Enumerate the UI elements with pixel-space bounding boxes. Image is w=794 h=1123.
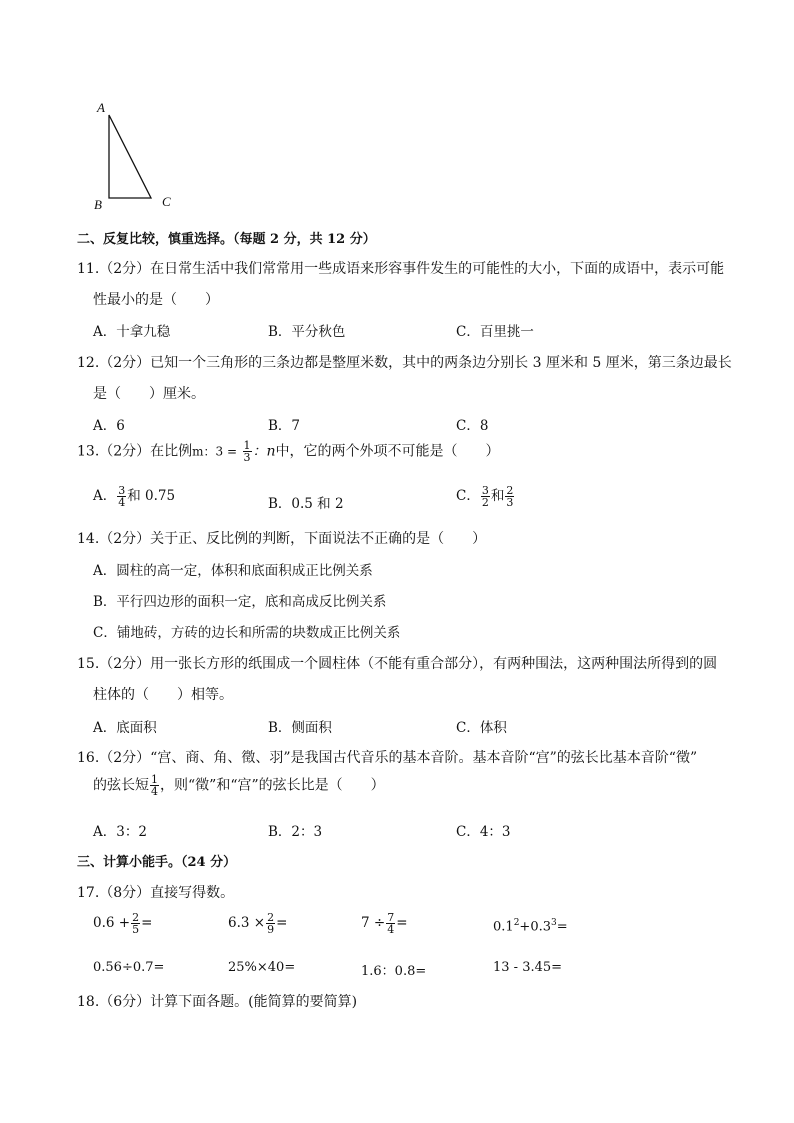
q17-c4-plus: +0.3 (519, 919, 551, 935)
q13-ratio-right: ：n (252, 443, 276, 460)
q13-opt-c-num2: 2 (506, 484, 514, 497)
q11-option-b: B．平分秋色 (268, 324, 346, 340)
q14-option-a: A．圆柱的高一定，体积和底面积成正比例关系 (93, 563, 373, 579)
q17-c2-den: 9 (267, 923, 275, 936)
q11-line1: 11.（2分）在日常生活中我们常常用一些成语来形容事件发生的可能性的大小，下面的成语中，表示可能 (77, 261, 725, 277)
q11-option-c: C．百里挑一 (456, 324, 534, 340)
q16-fraction (150, 774, 159, 797)
q14-option-c: C．铺地砖，方砖的边长和所需的块数成正比例关系 (93, 625, 401, 641)
q16-option-c: C．4：3 (456, 824, 511, 840)
q13-opt-a-rest: 和 0.75 (127, 488, 176, 504)
q17-c2-num: 2 (267, 911, 275, 924)
q11-option-a: A．十拿九稳 (93, 324, 171, 340)
q13-fraction (243, 440, 252, 463)
q13-option-c (456, 484, 515, 508)
q16-frac-num: 1 (151, 773, 158, 786)
q15-line1: 15.（2分）用一张长方形的纸围成一个圆柱体（不能有重合部分），有两种围法，这两种围法所得到的圆 (77, 656, 718, 672)
q17-c2-fraction (266, 912, 275, 935)
q13-frac-den: 3 (243, 451, 251, 464)
q13-stem (77, 440, 500, 463)
q16-line2 (93, 774, 385, 797)
q13-opt-a-label: A． (93, 488, 117, 504)
q16-frac-den: 4 (151, 785, 158, 798)
q13-opt-a-fraction (117, 485, 126, 508)
q13-opt-c-num1: 3 (481, 484, 489, 497)
q17-c1-num: 2 (132, 911, 140, 924)
q17-calc-5: 0.56÷0.7= (93, 960, 165, 975)
q13-opt-a-num: 3 (118, 484, 126, 497)
q17-c4-exp1: 2 (513, 918, 520, 928)
q17-c3-num: 7 (387, 911, 395, 924)
q13-opt-c-den1: 2 (481, 496, 489, 509)
q17-c1-fraction (131, 912, 140, 935)
q17-calc-7: 1.6：0.8= (361, 964, 427, 979)
q12-option-c: C．8 (456, 418, 489, 434)
q17-c1-left: 0.6 + (93, 915, 131, 931)
q14-line1: 14.（2分）关于正、反比例的判断，下面说法不正确的是（ ） (77, 531, 487, 547)
q12-option-b: B．7 (268, 418, 301, 434)
q17-calc-2 (228, 912, 287, 935)
q17-calc-8: 13 - 3.45= (493, 960, 563, 975)
q17-calc-3 (361, 912, 408, 935)
triangle-diagram (88, 98, 188, 218)
vertex-label-b: B (94, 197, 102, 212)
q13-opt-c-mid: 和 (490, 488, 505, 504)
q17-c3-fraction (386, 912, 395, 935)
q16-option-a: A．3：2 (93, 824, 147, 840)
q17-c4-exp2: 3 (551, 918, 557, 928)
q17-line1: 17.（8分）直接写得数。 (77, 885, 235, 901)
q13-frac-num: 1 (243, 439, 251, 452)
q17-calc-1 (93, 912, 152, 935)
q17-c4-eq: = (556, 919, 568, 935)
q17-c3-eq: = (396, 915, 408, 931)
q12-line2: 是（ ）厘米。 (93, 386, 205, 402)
q13-opt-c-fraction-1 (481, 485, 490, 508)
section-2-heading: 二、反复比较，慎重选择。（每题 2 分，共 12 分） (77, 232, 376, 247)
triangle-shape (109, 115, 151, 198)
q13-opt-c-label: C． (456, 488, 480, 504)
q14-option-b: B．平行四边形的面积一定，底和高成反比例关系 (93, 594, 387, 610)
q17-c1-den: 5 (132, 923, 140, 936)
q12-option-a: A．6 (93, 418, 125, 434)
q17-c3-left: 7 ÷ (361, 915, 386, 931)
q11-line2: 性最小的是（ ） (93, 292, 219, 308)
q13-opt-c-den2: 3 (506, 496, 514, 509)
q15-option-b: B．侧面积 (268, 720, 332, 736)
q12-line1: 12.（2分）已知一个三角形的三条边都是整厘米数，其中的两条边分别长 3 厘米和 5 厘米，第三条边最长 (77, 355, 732, 371)
q13-option-b: B．0.5 和 2 (268, 496, 344, 512)
q15-option-a: A．底面积 (93, 720, 157, 736)
q16-option-b: B．2：3 (268, 824, 323, 840)
q16-line2-suffix: ，则“徵”和“宫”的弦长比是（ ） (160, 777, 385, 794)
q13-opt-c-fraction-2 (505, 485, 514, 508)
q17-c2-left: 6.3 × (228, 915, 266, 931)
vertex-label-c: C (162, 194, 171, 209)
q15-option-c: C．体积 (456, 720, 507, 736)
q17-c2-eq: = (276, 915, 288, 931)
q16-line1: 16.（2分）“宫、商、角、徵、羽”是我国古代音乐的基本音阶。基本音阶“宫”的弦长比基本音阶“徵” (77, 750, 698, 766)
q17-calc-6: 25%×40= (228, 960, 296, 975)
q13-suffix: 中，它的两个外项不可能是（ ） (275, 443, 500, 460)
q13-ratio-left: m：3 = (192, 444, 238, 459)
q13-prefix: 13.（2分）在比例 (77, 443, 193, 460)
q18-line1: 18.（6分）计算下面各题。(能简算的要简算) (77, 994, 358, 1010)
triangle-figure (88, 98, 188, 218)
q17-c4-base1: 0.1 (493, 919, 514, 935)
q13-opt-a-den: 4 (118, 496, 126, 509)
section-3-heading: 三、计算小能手。（24 分） (77, 855, 237, 870)
q17-calc-4 (493, 918, 568, 934)
q16-line2-prefix: 的弦长短 (93, 777, 149, 794)
vertex-label-a: A (97, 100, 105, 115)
q17-c3-den: 4 (387, 923, 395, 936)
q17-c1-eq: = (141, 915, 153, 931)
q15-line2: 柱体的（ ）相等。 (93, 687, 233, 703)
q13-option-a (93, 484, 175, 508)
